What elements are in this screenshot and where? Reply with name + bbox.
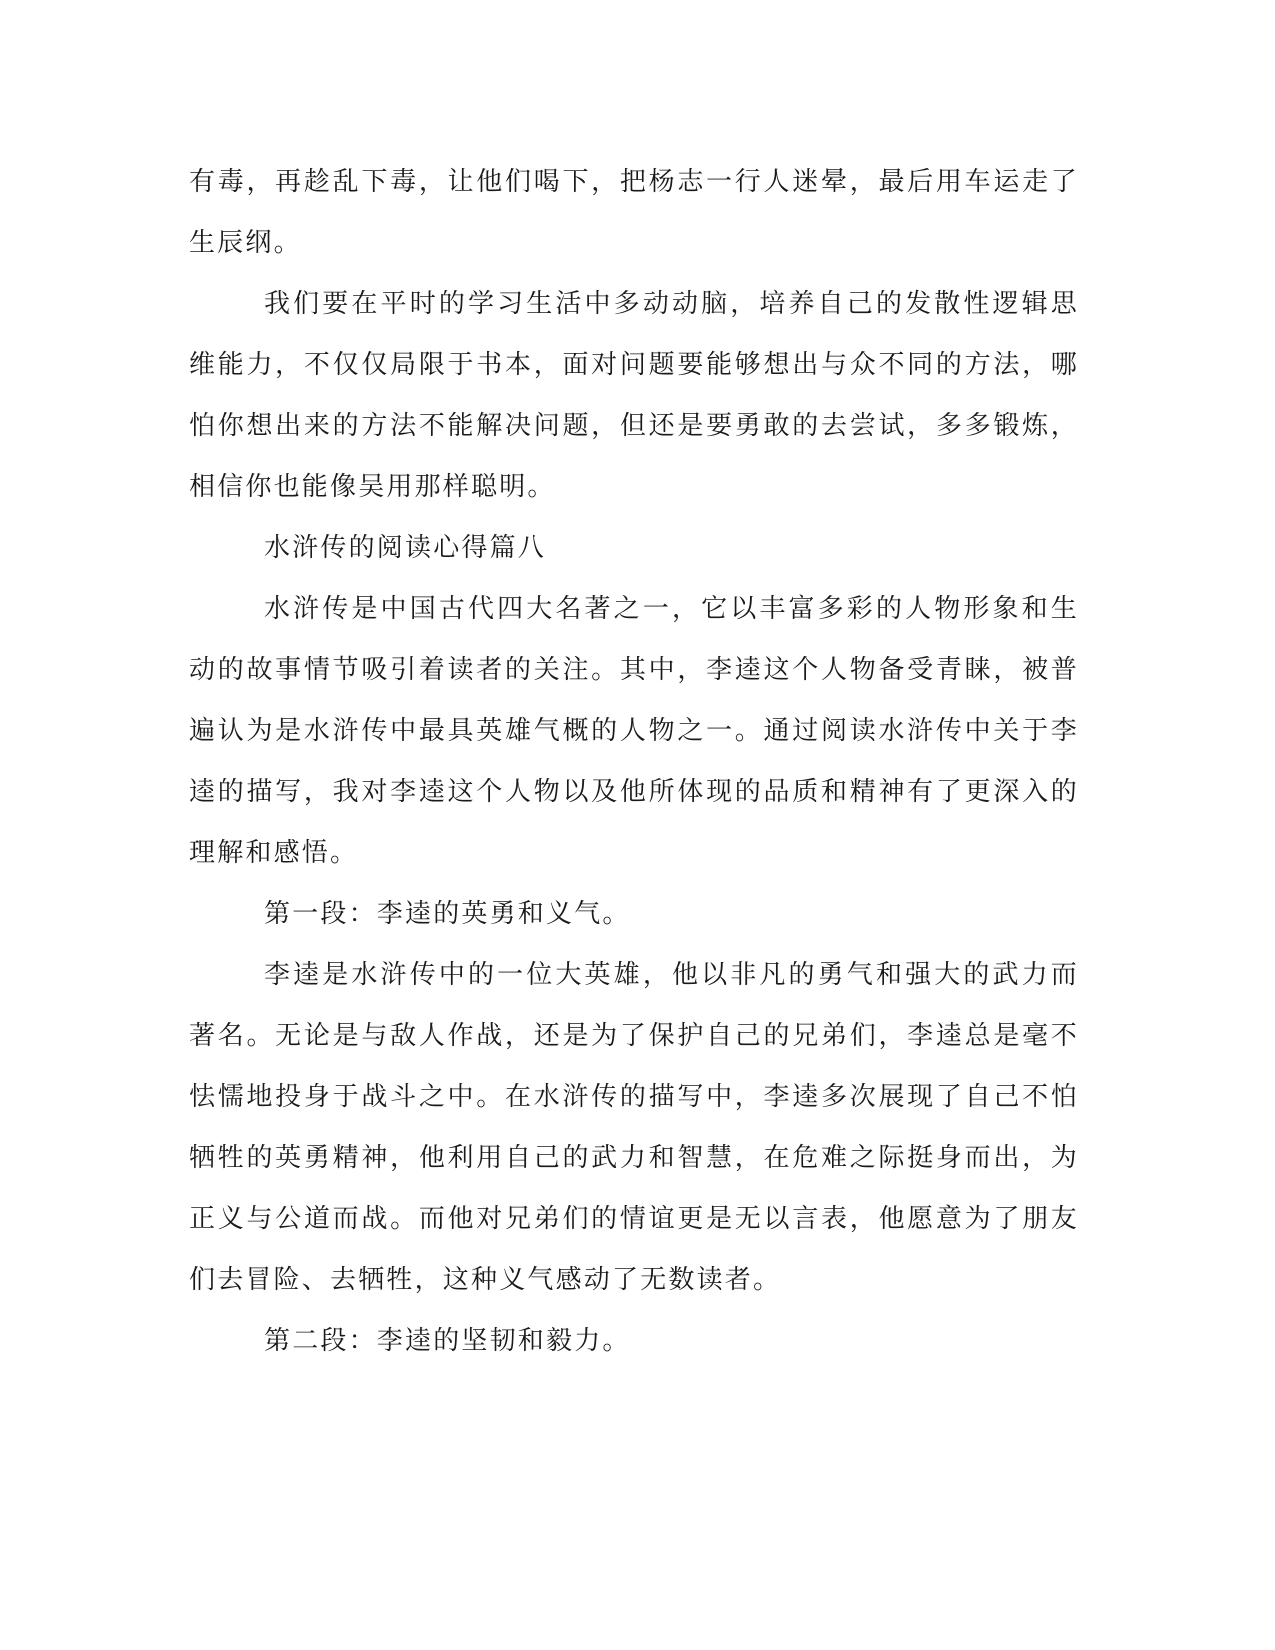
section-heading: 水浒传的阅读心得篇八: [264, 533, 547, 563]
document-body: [189, 152, 1079, 1372]
subheading-part-one: 第一段：李逵的英勇和义气。: [264, 899, 631, 929]
paragraph-intro: 水浒传是中国古代四大名著之一，它以丰富多彩的人物形象和生动的故事情节吸引着读者的关注。其中，李逵这个人物备受青睐，被普遍认为是水浒传中最具英雄气概的人物之一。通过阅读水浒传中关于李逵的描写，我对李逵这个人物以及他所体现的品质和精神有了更深入的理解和感悟。: [189, 594, 1079, 868]
paragraph-continuation: 有毒，再趁乱下毒，让他们喝下，把杨志一行人迷晕，最后用车运走了生辰纲。: [189, 167, 1079, 258]
paragraph-advice: 我们要在平时的学习生活中多动动脑，培养自己的发散性逻辑思维能力，不仅仅局限于书本，面对问题要能够想出与众不同的方法，哪怕你想出来的方法不能解决问题，但还是要勇敢的去尝试，多多锻炼，相信你也能像吴用那样聪明。: [189, 289, 1079, 502]
paragraph-part-one: 李逵是水浒传中的一位大英雄，他以非凡的勇气和强大的武力而著名。无论是与敌人作战，还是为了保护自己的兄弟们，李逵总是毫不怯懦地投身于战斗之中。在水浒传的描写中，李逵多次展现了自己不怕牺牲的英勇精神，他利用自己的武力和智慧，在危难之际挺身而出，为正义与公道而战。而他对兄弟们的情谊更是无以言表，他愿意为了朋友们去冒险、去牺牲，这种义气感动了无数读者。: [189, 960, 1079, 1295]
subheading-part-two: 第二段：李逵的坚韧和毅力。: [264, 1326, 631, 1356]
